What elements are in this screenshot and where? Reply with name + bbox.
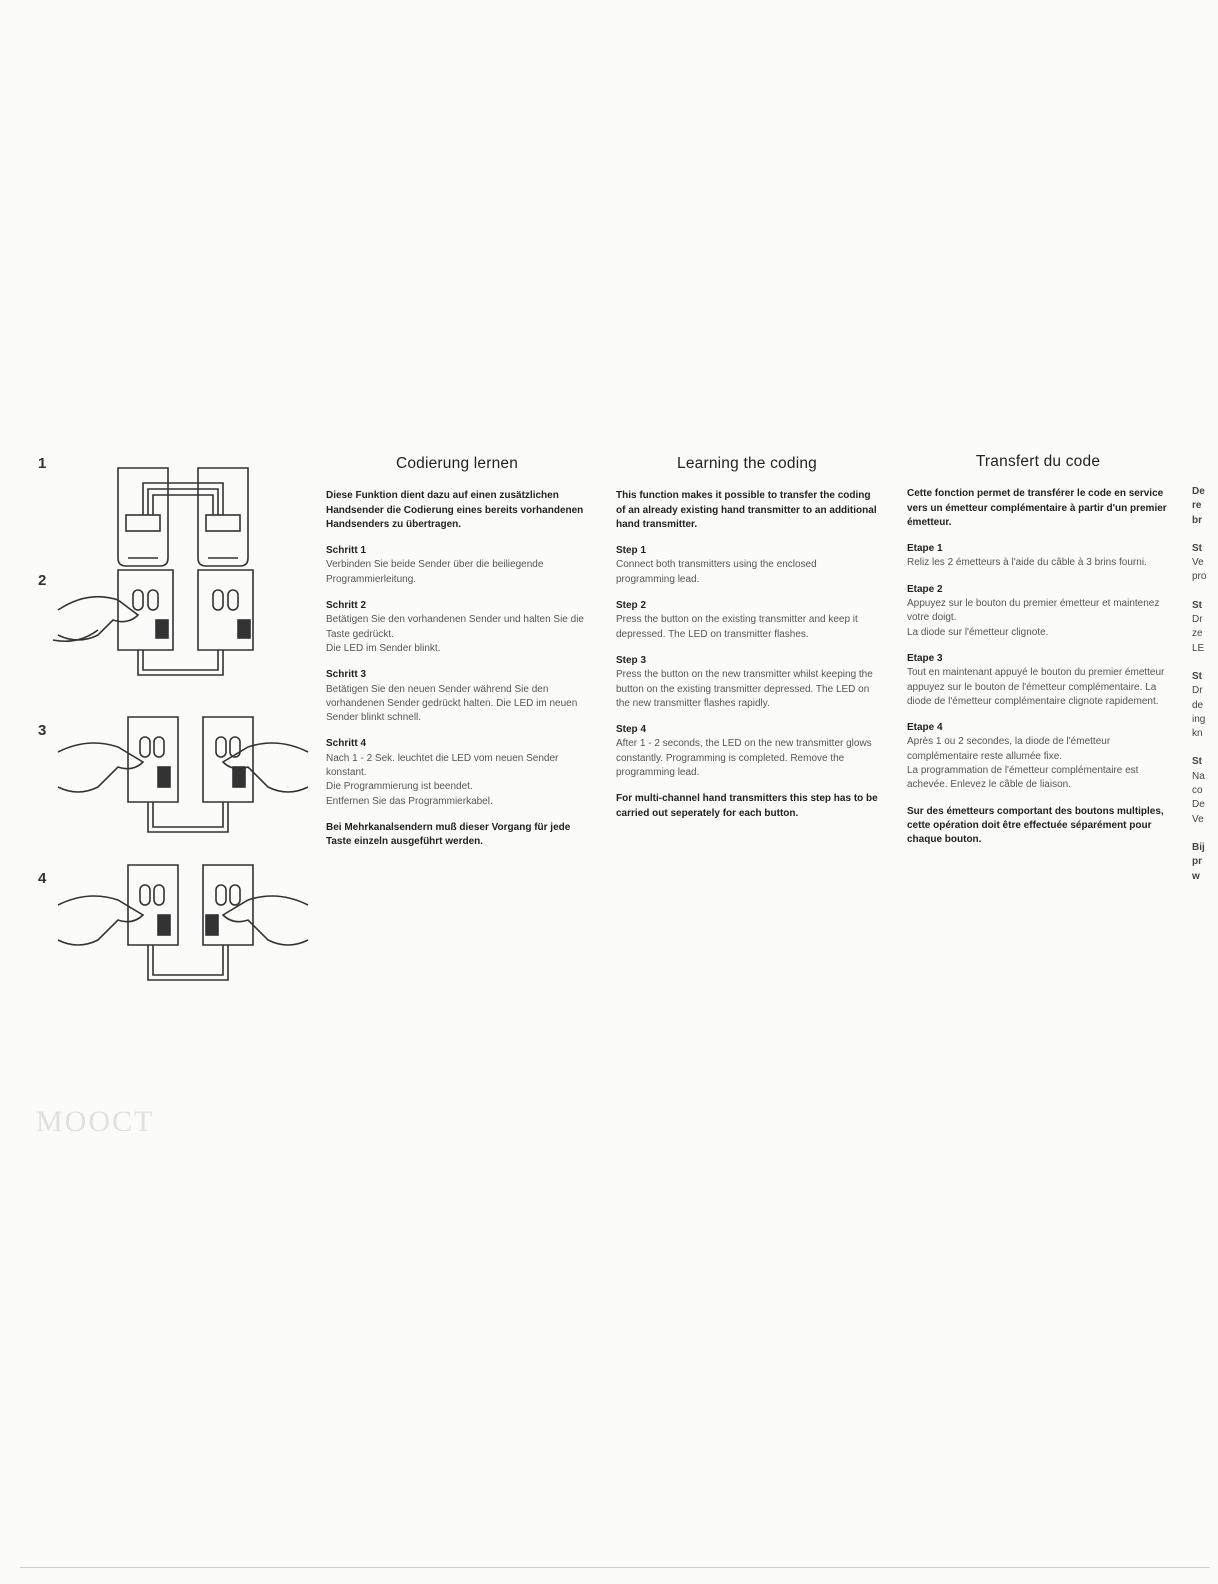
english-instructions [616, 457, 878, 821]
step-label: Step 2 [616, 600, 647, 612]
step-text: Après 1 ou 2 secondes, la diode de l'émetteur complémentaire reste allumée fixe. La programmation de l'émetteur complémentaire est achevée. Enlevez le câble de liaison. [907, 736, 1139, 791]
step-label: Etape 4 [907, 722, 943, 734]
cut-line: De [1192, 486, 1205, 497]
cut-line: Ve [1192, 813, 1204, 825]
cut-line: Bij [1192, 841, 1205, 853]
german-instructions [326, 457, 588, 850]
cut-line: ze [1192, 628, 1203, 640]
cut-line: w [1192, 870, 1200, 882]
cut-line: de [1192, 699, 1204, 711]
english-step-2 [616, 599, 878, 642]
cut-line [1192, 656, 1218, 670]
cut-line [1192, 827, 1218, 841]
step-label: Step 4 [616, 724, 647, 736]
cut-line: Na [1192, 770, 1205, 782]
step-text: Tout en maintenant appuyé le bouton du premier émetteur appuyez sur le bouton de l'émetteur complémentaire. La diode de l'émetteur complémentaire clignote rapidement. [907, 667, 1165, 707]
cut-line: pr [1192, 856, 1202, 868]
cut-line [1192, 741, 1218, 755]
cut-line: Dr [1192, 685, 1203, 697]
step-label: Step 3 [616, 654, 647, 666]
cut-line: St [1192, 542, 1202, 554]
german-step-1 [326, 544, 588, 587]
french-step-1 [907, 542, 1169, 571]
figure-number-3: 3 [38, 722, 47, 739]
step-label: Schritt 2 [326, 600, 367, 612]
cut-line: kn [1192, 728, 1203, 740]
step-text: Betätigen Sie den vorhandenen Sender und halten Sie die Taste gedrückt. Die LED im Sender blinkt. [326, 614, 584, 654]
english-step-3 [616, 654, 878, 711]
step-label: Etape 2 [907, 583, 943, 595]
step-label: Schritt 4 [326, 738, 367, 750]
french-title: Transfert du code [975, 453, 1101, 470]
step-text: Appuyez sur le bouton du premier émetteur et maintenez votre doigt. La diode sur l'émetteur clignote. [907, 598, 1160, 638]
cut-line: St [1192, 599, 1202, 611]
french-note: Sur des émetteurs comportant des boutons multiples, cette opération doit être effectuée séparément pour chaque bouton. [907, 805, 1164, 846]
french-step-3 [907, 652, 1169, 709]
french-intro: Cette fonction permet de transférer le code en service vers un émetteur complémentaire à partir d'un premier émetteur. [907, 488, 1167, 528]
cut-line: br [1192, 514, 1202, 526]
step-label: Step 1 [616, 545, 647, 557]
cut-line: De [1192, 799, 1205, 811]
figure-number-1: 1 [38, 455, 47, 472]
step-label: Schritt 1 [326, 545, 367, 557]
german-step-4 [326, 737, 588, 808]
figure-number-2: 2 [38, 572, 47, 589]
cut-line: pro [1192, 571, 1207, 583]
step-label: Etape 1 [907, 543, 943, 555]
cut-line [1192, 585, 1218, 599]
english-step-4 [616, 723, 878, 780]
english-title: Learning the coding [677, 455, 817, 472]
step-label: Etape 3 [907, 652, 943, 664]
french-step-4 [907, 721, 1169, 792]
figure-column [30, 450, 300, 995]
cut-line: St [1192, 756, 1202, 768]
step-text: After 1 - 2 seconds, the LED on the new transmitter glows constantly. Programming is completed. Remove the programming lead. [616, 738, 872, 779]
german-title: Codierung lernen [395, 455, 519, 472]
hands-holding-both-transmitters-icon [48, 860, 318, 990]
step-text: Verbinden Sie beide Sender über die beiliegende Programmierleitung. [326, 559, 544, 585]
cut-line: re [1192, 500, 1202, 512]
step-text: Press the button on the existing transmitter and keep it depressed. The LED on transmitter flashes. [616, 614, 858, 640]
step-text: Connect both transmitters using the enclosed programming lead. [616, 559, 817, 585]
cut-line: Ve [1192, 557, 1204, 569]
german-step-3 [326, 668, 588, 725]
english-step-1 [616, 544, 878, 587]
step-text: Press the button on the new transmitter whilst keeping the button on the existing transmitter depressed. The LED on the new transmitter flashes rapidly. [616, 669, 873, 709]
cut-line: Dr [1192, 614, 1203, 626]
english-intro: This function makes it possible to transfer the coding of an already existing hand transmitter to an additional hand transmitter. [616, 490, 877, 530]
german-step-2 [326, 599, 588, 656]
german-intro: Diese Funktion dient dazu auf einen zusätzlichen Handsender die Codierung eines bereits vorhandenen Handsenders zu übertragen. [326, 490, 584, 530]
german-note: Bei Mehrkanalsendern muß dieser Vorgang für jede Taste einzeln ausgeführt werden. [326, 821, 571, 848]
cut-line: LE [1192, 642, 1205, 654]
two-transmitters-connected-icon [48, 450, 318, 580]
cut-line: St [1192, 670, 1202, 682]
hands-pressing-both-transmitters-icon [48, 712, 318, 842]
cut-line: co [1192, 785, 1203, 797]
faint-smudge-text: MOOCT [36, 1105, 155, 1138]
cut-line [1192, 528, 1218, 542]
step-text: Reliz les 2 émetteurs à l'aide du câble à 3 brins fourni. [907, 557, 1147, 569]
step-text: Nach 1 - 2 Sek. leuchtet die LED vom neuen Sender konstant. Die Programmierung ist beendet. Entfernen Sie das Programmierkabel. [326, 752, 559, 807]
step-text: Betätigen Sie den neuen Sender während Sie den vorhandenen Sender gedrückt halten. Die LED im neuen Sender blinkt schnell. [326, 683, 578, 724]
french-instructions [907, 455, 1169, 848]
hand-pressing-existing-transmitter-icon [48, 565, 318, 695]
step-label: Schritt 3 [326, 669, 367, 681]
scan-edge-line [20, 1567, 1210, 1568]
english-note: For multi-channel hand transmitters this step has to be carried out seperately for each button. [616, 793, 878, 819]
cut-line: ing [1192, 713, 1206, 725]
cut-off-column [1192, 485, 1218, 884]
french-step-2 [907, 583, 1169, 640]
figure-number-4: 4 [38, 870, 47, 887]
